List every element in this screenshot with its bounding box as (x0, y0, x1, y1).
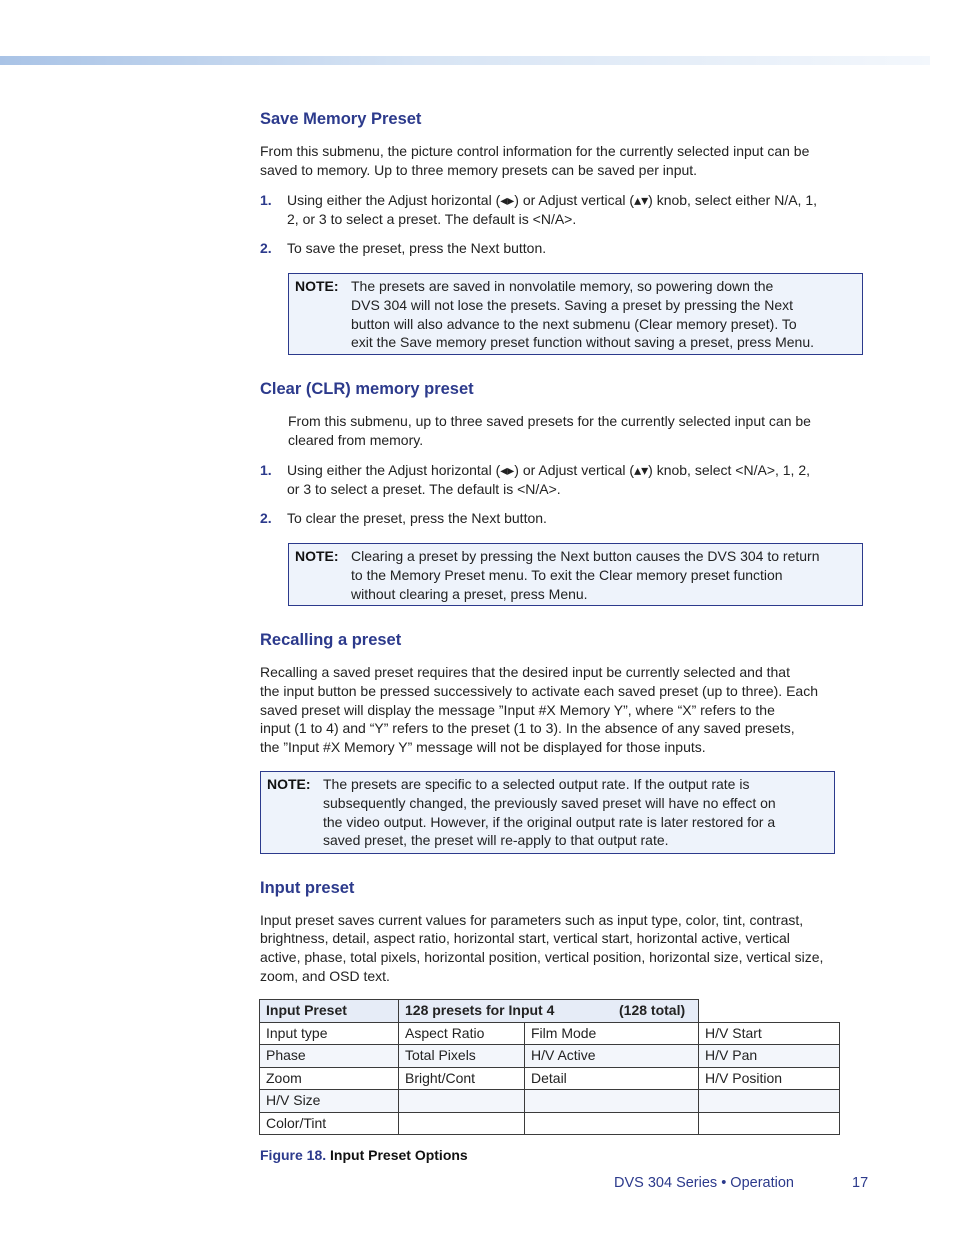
note-label: NOTE: (295, 278, 339, 294)
note-line-4: saved preset, the preset will re-apply to that output rate. (323, 832, 669, 849)
step-number: 1. (260, 192, 272, 208)
note-line-2: to the Memory Preset menu. To exit the Clear memory preset function (351, 567, 783, 583)
step-text-line-2: 2, or 3 to select a preset. The default is <N/A>. (287, 210, 577, 227)
table-cell: Color/Tint (260, 1112, 399, 1135)
note-line-3: without clearing a preset, press Menu. (351, 585, 588, 602)
table-row (260, 1090, 840, 1113)
clear-intro-line-2: cleared from memory. (288, 432, 424, 448)
table-cell: H/V Pan (699, 1045, 840, 1068)
step-text-line-1: Using either the Adjust horizontal (◂▸) or Adjust vertical (▴▾) knob, select either N/A, 1, (287, 192, 818, 208)
table-row (260, 1067, 840, 1090)
step-text: To save the preset, press the Next button. (287, 240, 547, 256)
note-box-recall (260, 771, 835, 854)
footer-title: DVS 304 Series • Operation (614, 1175, 794, 1191)
table-header-cell (399, 1000, 699, 1023)
table-header-blank (699, 1000, 840, 1023)
table-cell: Input type (260, 1022, 399, 1045)
figure-caption-text: Input Preset Options (330, 1147, 468, 1163)
note-line-1: Clearing a preset by pressing the Next button causes the DVS 304 to return (351, 548, 820, 564)
table-header-cell: Input Preset (260, 1000, 399, 1023)
step-text: To clear the preset, press the Next button. (287, 510, 547, 526)
table-cell: Zoom (260, 1067, 399, 1090)
note-line-2: DVS 304 will not lose the presets. Saving a preset by pressing the Next (351, 297, 794, 313)
section-heading-recall: Recalling a preset (260, 631, 402, 649)
section-heading-save: Save Memory Preset (260, 110, 422, 128)
step-number: 2. (260, 510, 272, 526)
table-cell (525, 1112, 699, 1135)
table-cell: Total Pixels (399, 1045, 525, 1068)
table-row (260, 1022, 840, 1045)
note-box-clear (288, 543, 863, 606)
recall-line-3: saved preset will display the message ”Input #X Memory Y”, where “X” refers to the (260, 702, 775, 718)
table-cell: Phase (260, 1045, 399, 1068)
step-text-line-1: Using either the Adjust horizontal (◂▸) or Adjust vertical (▴▾) knob, select <N/A>, 1, 2, (287, 462, 811, 478)
step-number: 2. (260, 240, 272, 256)
input-line-3: active, phase, total pixels, horizontal position, vertical position, horizontal size, vertical size, (260, 949, 824, 965)
recall-line-2: the input button be pressed successively to activate each saved preset (up to three). Each (260, 683, 818, 699)
table-cell: H/V Size (260, 1090, 399, 1113)
note-label: NOTE: (267, 776, 311, 792)
table-cell (399, 1090, 525, 1113)
note-line-3: button will also advance to the next submenu (Clear memory preset). To (351, 315, 797, 332)
clear-intro-line-1: From this submenu, up to three saved presets for the currently selected input can be (288, 413, 811, 429)
step-number: 1. (260, 462, 272, 478)
table-header-total: (128 total) (619, 1002, 686, 1019)
section-heading-input: Input preset (260, 879, 355, 897)
header-gradient-bar (0, 56, 930, 65)
input-preset-table (259, 999, 840, 1135)
recall-line-4: input (1 to 4) and “Y” refers to the preset (1 to 3). In the absence of any saved presets, (260, 720, 795, 736)
table-cell: Detail (525, 1067, 699, 1090)
figure-caption (260, 1146, 468, 1165)
section-heading-clear: Clear (CLR) memory preset (260, 380, 474, 398)
note-line-1: The presets are specific to a selected output rate. If the output rate is (323, 776, 750, 792)
note-line-4: exit the Save memory preset function without saving a preset, press Menu. (351, 334, 815, 351)
table-cell (699, 1090, 840, 1113)
table-cell (699, 1112, 840, 1135)
step-text-line-2: or 3 to select a preset. The default is <N/A>. (287, 480, 561, 497)
table-cell: Aspect Ratio (399, 1022, 525, 1045)
table-header-row (260, 1000, 840, 1023)
input-line-2: brightness, detail, aspect ratio, horizontal start, vertical start, horizontal active, vertical (260, 930, 790, 946)
figure-number: Figure 18. (260, 1147, 327, 1163)
table-header-presets: 128 presets for Input 4 (405, 1002, 555, 1019)
table-cell: Film Mode (525, 1022, 699, 1045)
table-cell: H/V Start (699, 1022, 840, 1045)
note-line-3: the video output. However, if the original output rate is later restored for a (323, 813, 776, 830)
table-cell (525, 1090, 699, 1113)
note-line-2: subsequently changed, the previously saved preset will have no effect on (323, 795, 776, 811)
table-row (260, 1112, 840, 1135)
table-row (260, 1045, 840, 1068)
recall-line-1: Recalling a saved preset requires that the desired input be currently selected and that (260, 664, 790, 680)
table-cell (399, 1112, 525, 1135)
table-cell: Bright/Cont (399, 1067, 525, 1090)
note-line-1: The presets are saved in nonvolatile memory, so powering down the (351, 278, 774, 294)
input-line-1: Input preset saves current values for parameters such as input type, color, tint, contrast, (260, 912, 804, 928)
note-box-save (288, 273, 863, 355)
note-label: NOTE: (295, 548, 339, 564)
save-intro-line-2: saved to memory. Up to three memory presets can be saved per input. (260, 162, 698, 178)
recall-line-5: the ”Input #X Memory Y” message will not be displayed for those inputs. (260, 739, 706, 755)
save-intro-line-1: From this submenu, the picture control information for the currently selected input can be (260, 143, 810, 159)
table-cell: H/V Position (699, 1067, 840, 1090)
input-line-4: zoom, and OSD text. (260, 968, 390, 984)
page-number: 17 (852, 1175, 869, 1191)
table-cell: H/V Active (525, 1045, 699, 1068)
